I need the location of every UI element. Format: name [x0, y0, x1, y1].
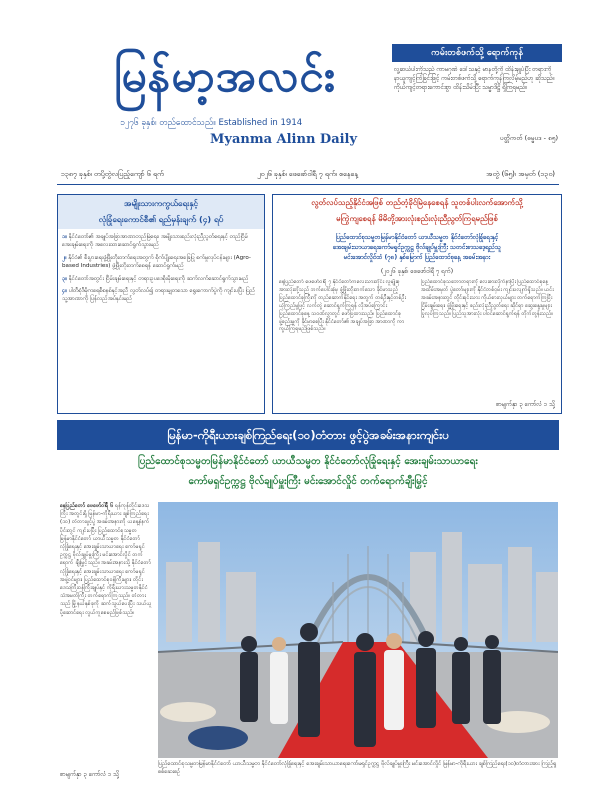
photo-caption: ပြည်ထောင်စုသမ္မတမြန်မာနိုင်ငံတော် ယာယီသမ္မတ နိုင်ငံတော်လုံခြုံရေးနှင့် အေးချမ်းသာယာရေးကော်မရှင်ဥက္ကဋ္ဌ ဗိုလ်ချုပ်မှူးကြီး မင်းအောင်လှိုင် မြန်မာ-ကိုရီးယား ချစ်ကြည်ရေး(၁၀)တံတားအား ကြည့်ရှုစစ်ဆေးစဉ်	[158, 761, 557, 776]
bridge-opening-photo	[158, 502, 558, 758]
objective-item	[62, 275, 260, 283]
main-story-subheadline	[57, 452, 559, 494]
objectives-header	[58, 195, 264, 229]
objective-number: ၄။	[62, 288, 67, 295]
photo-illustration	[158, 502, 558, 758]
main-story-continuation: စာမျက်နှာ ၃ ကော်လံ ၁ သို့	[60, 771, 120, 778]
article-sub-line3: မင်းအောင်လှိုင်ထံ (၇၈) နှစ်မြောက် ပြည်ထောင်စုနေ့ အခမ်းအနား	[343, 254, 491, 261]
article-headline	[273, 195, 561, 229]
article-body	[279, 279, 555, 393]
objective-number: ၂။	[62, 254, 67, 261]
main-story-banner: မြန်မာ-ကိုရီးယားချစ်ကြည်ရေး(၁၀)တံတား ဖွင့်ပွဲအခမ်းအနားကျင်းပ	[57, 420, 559, 450]
quote-source: ပတ္တိကတ် (ဓမ္မပဒ - ၈၅)	[499, 134, 558, 142]
main-sub-line1: ပြည်ထောင်စုသမ္မတမြန်မာနိုင်ငံတော် ယာယီသမ္မတ နိုင်ငံတော်လုံခြုံရေးနှင့် အေးချမ်းသာယာရေး	[138, 456, 478, 467]
article-headline-line1: လွတ်လပ်သည့်နိုင်ငံအဖြစ် တည်တံ့ခိုင်မြဲနေစေရန် သူတစ်ပါးလက်အောက်သို့	[311, 198, 523, 207]
quote-body: လူ့ဆယ်ပါးကိုသည် ကာမဂုဏ် ဒေါ်သနှင့် မာနတို့ကို ထိန်းချုပ်ပြီး တရားကို နာယူကျင့်ကြံခြင်းဖြင့် ကမ်းတစ်ဖက်သို့ ရောက်ကုန်ကြလိမ့်မည်ဟု ဆိုသည်။ ကိုယ်ကျင့်တရားကောင်းစွာ ထိန်းသိမ်းပြီး သမ္မာဒိဋ္ဌိ ရှိကြရမည်။	[394, 66, 555, 91]
union-day-article	[272, 194, 562, 414]
article-column-1: နေပြည်တော် ဖေဖော်ဝါရီ ၇ နိုင်ငံတော်ကလေးသားတိုင်း လူမျိုးစုအားလုံးတို့သည် ဘက်ပေါင်းစုံမှ ဖွံ့ဖြိုးတိုးတက်သော ခိုင်မာသည့် ပြည်ထောင်စုကြီးကို တည်ဆောက်နိုင်ရေး အတွက် တစ်ဦးနှင့်တစ်ဦး ယုံကြည်မှုဖြင့် လက်တွဲ ဆောင်ရွက်ကြရန် လိုအပ်ကြောင်း ပြည်ထောင်စုနေ့ သဝဏ်လွှာတွင် ဖော်ပြထားသည်။ ပြည်ထောင်စုဖွဲ့စည်းမှုကို ခိုင်မာစေပြီး နိုင်ငံတော်၏ အချုပ်အခြာ အာဏာကို ကာကွယ်ကြရမည်ဖြစ်သည်။	[279, 279, 406, 333]
objective-text: နိုင်ငံ၏ စီးပွားရေးဖွံ့ဖြိုးတိုးတက်ရေးအတွက် စိုက်ပျိုးရေးအခြေပြု စက်မှုလုပ်ငန်းများ (Agro-based Industries) ဖွံ့ဖြိုးတိုးတက်စေရန် ဆောင်ရွက်မည်	[62, 254, 251, 270]
objective-item	[62, 233, 260, 250]
objective-text: နိုင်ငံတော်အတွင်း ငြိမ်းချမ်းရေးနှင့် တရားဥပဒေစိုးမိုးရေးကို ဆက်လက်ဆောင်ရွက်သွားမည်	[68, 275, 249, 282]
newspaper-logo: မြန်မာ့အလင်း	[114, 51, 336, 102]
article-sub-line1: ပြည်ထောင်စုသမ္မတမြန်မာနိုင်ငံတော် ယာယီသမ္မတ နိုင်ငံတော်လုံခြုံရေးနှင့်	[335, 234, 499, 241]
article-subheadline	[279, 233, 555, 263]
established-tagline: ၁၂၇၆ ခုနှစ်၊ တည်ထောင်သည်။ Established in 1914	[120, 118, 303, 128]
date-bar	[57, 168, 559, 185]
objective-text: နိုင်ငံတော်၏ အချုပ်အခြာအာဏာတည်မြဲရေး၊ အမျိုးသားစည်းလုံးညီညွတ်ရေးနှင့် တည်ငြိမ်အေးချမ်းရေးကို အလေးထားဆောင်ရွက်သွားမည်	[62, 234, 248, 249]
objective-number: ၃။	[62, 275, 67, 282]
main-story-body: ရန်ကုန်တိုင်းဒေသကြီး အတွင်းရှိ မြန်မာ-ကိုရီးယား ချစ်ကြည်ရေး (၁၀) တံတားဖွင့်ပွဲ အခမ်းအနားကို ယနေ့နံနက်ပိုင်းတွင် ကျင်းပပြီး ပြည်ထောင်စုသမ္မတမြန်မာနိုင်ငံတော် ယာယီသမ္မတ နိုင်ငံတော်လုံခြုံရေးနှင့် အေးချမ်းသာယာရေး ကော်မရှင်ဥက္ကဋ္ဌ ဗိုလ်ချုပ်မှူးကြီး မင်းအောင်လှိုင် တက်ရောက် ချီးမြှင့်သည်။ အခမ်းအနားသို့ နိုင်ငံတော်လုံခြုံရေးနှင့် အေးချမ်းသာယာရေး ကော်မရှင်အဖွဲ့ဝင်များ၊ ပြည်ထောင်စုဝန်ကြီးများ၊ တိုင်းဒေသကြီးဝန်ကြီးချုပ်နှင့် ကိုရီးယားသမ္မတနိုင်ငံ သံအမတ်ကြီး တက်ရောက်ကြသည်။ တံတားသည် မြို့နယ်နှစ်ခုကို ဆက်သွယ်ပေးပြီး သယ်ယူပို့ဆောင်ရေး လွယ်ကူစေမည်ဖြစ်သည်။	[60, 503, 152, 616]
article-column-2: ပြည်ထောင်စုသဘောတရားကို လေးစားလိုက်နာပြီး ပြည်ထောင်စုနေ့အထိမ်းအမှတ် ပွဲတော်များကို နိုင်ငံတစ်ဝှမ်း ကျင်းပလျက်ရှိသည်။ ယင်းအခမ်းအနားတွင် တိုင်းရင်းသား ကိုယ်စားလှယ်များ တက်ရောက်ကြပြီး ငြိမ်းချမ်းရေး၊ ဖွံ့ဖြိုးရေးနှင့် စည်းလုံးညီညွတ်ရေး ဆိုင်ရာ ဆွေးနွေးမှုများ ပြုလုပ်ကြသည်။ ပြည်သူအားလုံး ပါဝင်ဆောင်ရွက်ရန် တိုက်တွန်းသည်။	[421, 279, 554, 317]
article-sub-line2: အေးချမ်းသာယာရေးကော်မရှင်ဥက္ကဋ္ဌ ဗိုလ်ချုပ်မှူးကြီး သတင်းစာသဒေ့ရည်သူ	[333, 244, 501, 251]
objective-text: ပါတီစုံဒီမိုကရေစီစနစ်နှင့်အညီ လွတ်လပ်၍ တရားမျှတသော ရွေးကောက်ပွဲကို ကျင်းပပြီး ပြည်သူ့အာဏာကို ပြန်လည်အပ်နှင်းမည်	[62, 288, 256, 303]
objective-item	[62, 254, 260, 271]
article-dateline: (၂၀၂၆ ခုနှစ်၊ ဖေဖော်ဝါရီ ၇ ရက်)	[380, 268, 454, 275]
quote-box	[392, 44, 562, 152]
gregorian-date: ၂၀၂၆ ခုနှစ်၊ ဖေဖော်ဝါရီ ၇ ရက်၊ စနေနေ့	[257, 170, 358, 178]
objectives-header-line1: အမျိုးသားကကွယ်ရေးနှင့်	[123, 198, 199, 208]
article-continuation: စာမျက်နှာ ၃ ကော်လံ ၁ သို့	[495, 401, 555, 408]
main-sub-line2: ကော်မရှင်ဥက္ကဋ္ဌ ဗိုလ်ချုပ်မှူးကြီး မင်းအောင်လှိုင် တက်ရောက်ချီးမြှင့်	[188, 476, 428, 487]
quote-title: ကမ်းတစ်ဖက်သို့ ရောက်ကုန်	[392, 44, 562, 62]
objective-item	[62, 287, 260, 304]
main-story-dateline: နေပြည်တော် ဖေဖော်ဝါရီ ၆	[60, 503, 114, 509]
objectives-list	[62, 233, 260, 409]
objectives-box	[57, 194, 265, 414]
main-story-text	[60, 502, 152, 764]
myanmar-date: ၁၃၈၇ ခုနှစ်၊ တပို့တွဲလပြည့်ကျော် ၆ ရက်	[61, 170, 164, 178]
volume-number: အတွဲ (၆၅)၊ အမှတ် (၁၃၀)	[486, 170, 555, 178]
objective-number: ၁။	[62, 234, 67, 240]
article-headline-line2: မကြွဲကျစေရန် မိမိတို့အားလုံးစည်းလုံးညီညွတ်ကြရမည်ဖြစ်	[336, 214, 498, 223]
masthead	[60, 42, 390, 152]
objectives-header-line2: လုံခြုံရေးကောင်စီ၏ ရည်မှန်းချက် (၄) ရပ်	[98, 214, 224, 224]
english-title: Myanma Alinn Daily	[210, 132, 358, 147]
